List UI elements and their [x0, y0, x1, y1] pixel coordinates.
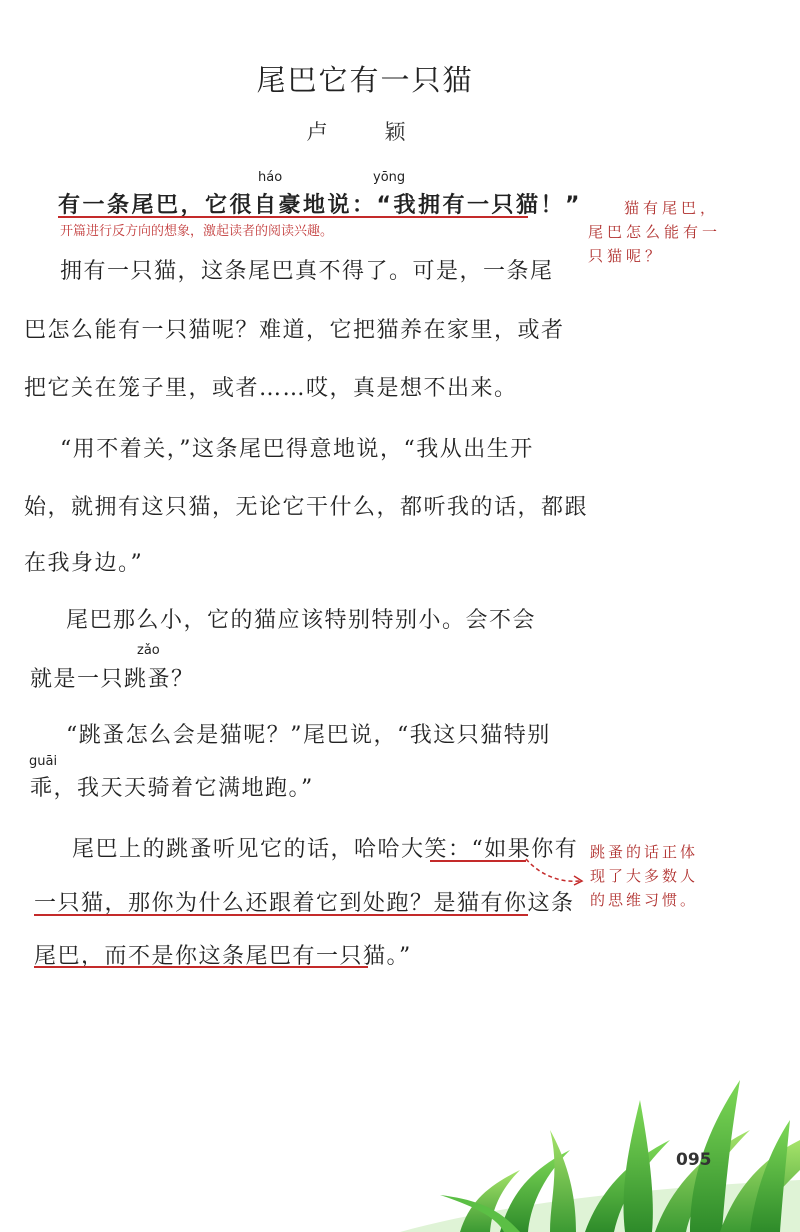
paragraph-1-text: 有一条尾巴，它很自豪地说：“我拥有一只猫！”	[58, 193, 582, 218]
page-number: 095	[676, 1150, 712, 1170]
paragraph-2-line-3: 把它关在笼子里，或者……哎，真是想不出来。	[24, 376, 518, 401]
side-note-2	[590, 840, 698, 912]
paragraph-4-line-2: 就是一只跳蚤？	[30, 667, 195, 692]
side-note-1-line-3: 只猫呢？	[588, 247, 665, 265]
paragraph-1-annotation: 开篇进行反方向的想象，激起读者的阅读兴趣。	[60, 224, 334, 239]
pinyin-zao: zǎo	[137, 643, 160, 658]
annotation-arrow	[520, 835, 590, 895]
underline-6-1	[430, 860, 526, 862]
paragraph-6-line-2: 一只猫，那你为什么还跟着它到处跑？是猫有你这条	[34, 891, 575, 916]
side-note-1-cont	[588, 220, 721, 268]
paragraph-2-line-1: 拥有一只猫，这条尾巴真不得了。可是，一条尾	[60, 259, 554, 284]
underline-6-2	[34, 914, 528, 916]
page-title: 尾巴它有一只猫	[256, 63, 474, 97]
paragraph-6-line-1: 尾巴上的跳蚤听见它的话，哈哈大笑：“如果你有	[72, 837, 579, 862]
pinyin-guai: guāi	[29, 754, 58, 769]
underline-1	[58, 216, 528, 218]
side-note-1-line-2: 尾巴怎么能有一	[588, 223, 722, 241]
paragraph-3-line-2: 始，就拥有这只猫，无论它干什么，都听我的话，都跟	[24, 495, 589, 520]
side-note-1-line-1: 猫有尾巴，	[624, 199, 720, 217]
paragraph-6-line-3: 尾巴，而不是你这条尾巴有一只猫。”	[34, 944, 412, 969]
paragraph-5-line-1: “跳蚤怎么会是猫呢？”尾巴说，“我这只猫特别	[66, 723, 551, 748]
paragraph-4-line-1: 尾巴那么小，它的猫应该特别特别小。会不会	[66, 608, 537, 633]
side-note-2-line-3: 的思维习惯。	[590, 891, 699, 909]
paragraph-5-line-2: 乖，我天天骑着它满地跑。”	[30, 776, 314, 801]
pinyin-yong: yōng	[373, 170, 406, 185]
side-note-2-line-2: 现了大多数人	[590, 867, 699, 885]
paragraph-3-line-1: “用不着关，”这条尾巴得意地说，“我从出生开	[60, 437, 534, 462]
paragraph-2-line-2: 巴怎么能有一只猫呢？难道，它把猫养在家里，或者	[24, 318, 565, 343]
underline-6-3	[34, 966, 368, 968]
side-note-2-line-1: 跳蚤的话正体	[590, 843, 699, 861]
author-name: 卢 颖	[306, 120, 424, 144]
paragraph-3-line-3: 在我身边。”	[24, 551, 144, 576]
grass-illustration	[400, 1060, 800, 1232]
pinyin-hao: háo	[258, 170, 283, 185]
side-note-1	[624, 196, 719, 220]
